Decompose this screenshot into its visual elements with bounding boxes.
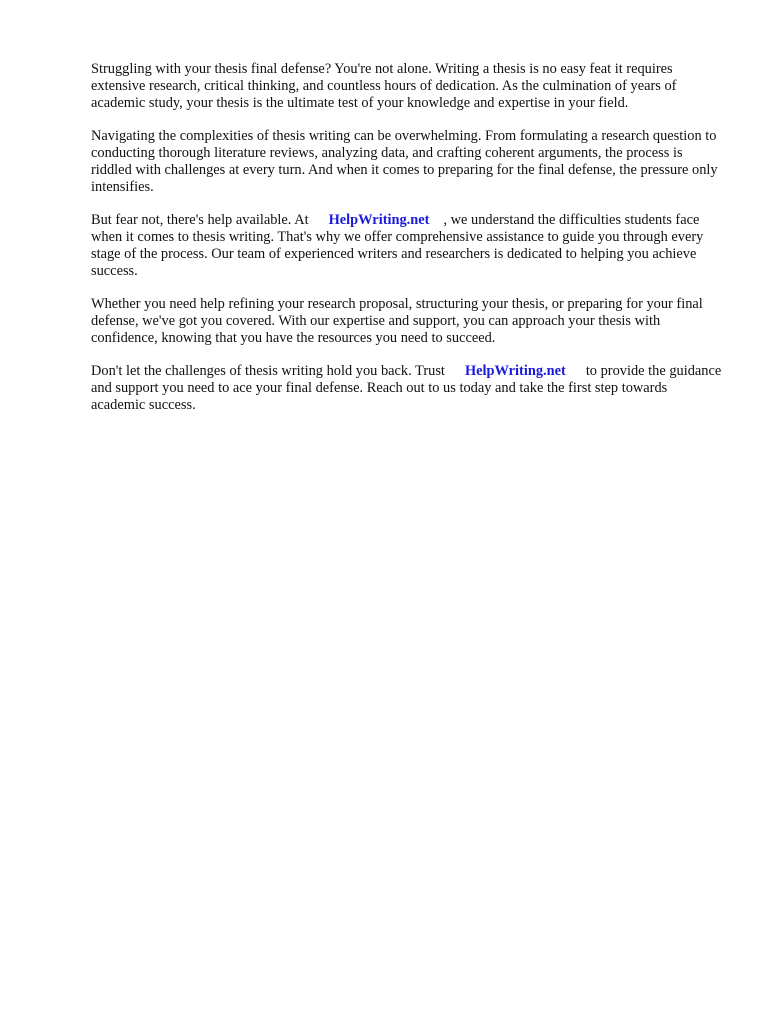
paragraph-complexities-text: Navigating the complexities of thesis writing can be overwhelming. From formulating a research question to conducting thorough literature reviews, analyzing data, and crafting coherent arguments, the process is riddled with challenges at every turn. And when it comes to preparing for the final defense, the pressure only intensifies. bbox=[91, 128, 718, 195]
paragraph-whether bbox=[91, 296, 723, 347]
helpwriting-link-2[interactable]: HelpWriting.net bbox=[464, 363, 566, 379]
paragraph-trust-text-after: to provide the guidance and support you need to ace your final defense. Reach out to us today and take the first step towards academic success. bbox=[91, 363, 722, 413]
document-body bbox=[91, 61, 723, 430]
paragraph-trust-text-before: Don't let the challenges of thesis writing hold you back. Trust bbox=[91, 363, 445, 379]
paragraph-help-text-after: , we understand the difficulties students face when it comes to thesis writing. That's why we offer comprehensive assistance to guide you through every stage of the process. Our team of experienced writers and researchers is dedicated to helping you achieve success. bbox=[91, 212, 704, 279]
paragraph-intro bbox=[91, 61, 723, 112]
paragraph-help-available bbox=[91, 212, 723, 280]
paragraph-help-text-before: But fear not, there's help available. At bbox=[91, 212, 309, 228]
paragraph-intro-text: Struggling with your thesis final defense? You're not alone. Writing a thesis is no easy feat it requires extensive research, critical thinking, and countless hours of dedication. As the culmination of years of academic study, your thesis is the ultimate test of your knowledge and expertise in your field. bbox=[91, 61, 677, 111]
paragraph-complexities bbox=[91, 128, 723, 196]
paragraph-trust bbox=[91, 363, 723, 414]
paragraph-whether-text: Whether you need help refining your research proposal, structuring your thesis, or preparing for your final defense, we've got you covered. With our expertise and support, you can approach your thesis with confidence, knowing that you have the resources you need to succeed. bbox=[91, 296, 703, 346]
helpwriting-link-1[interactable]: HelpWriting.net bbox=[328, 212, 430, 228]
